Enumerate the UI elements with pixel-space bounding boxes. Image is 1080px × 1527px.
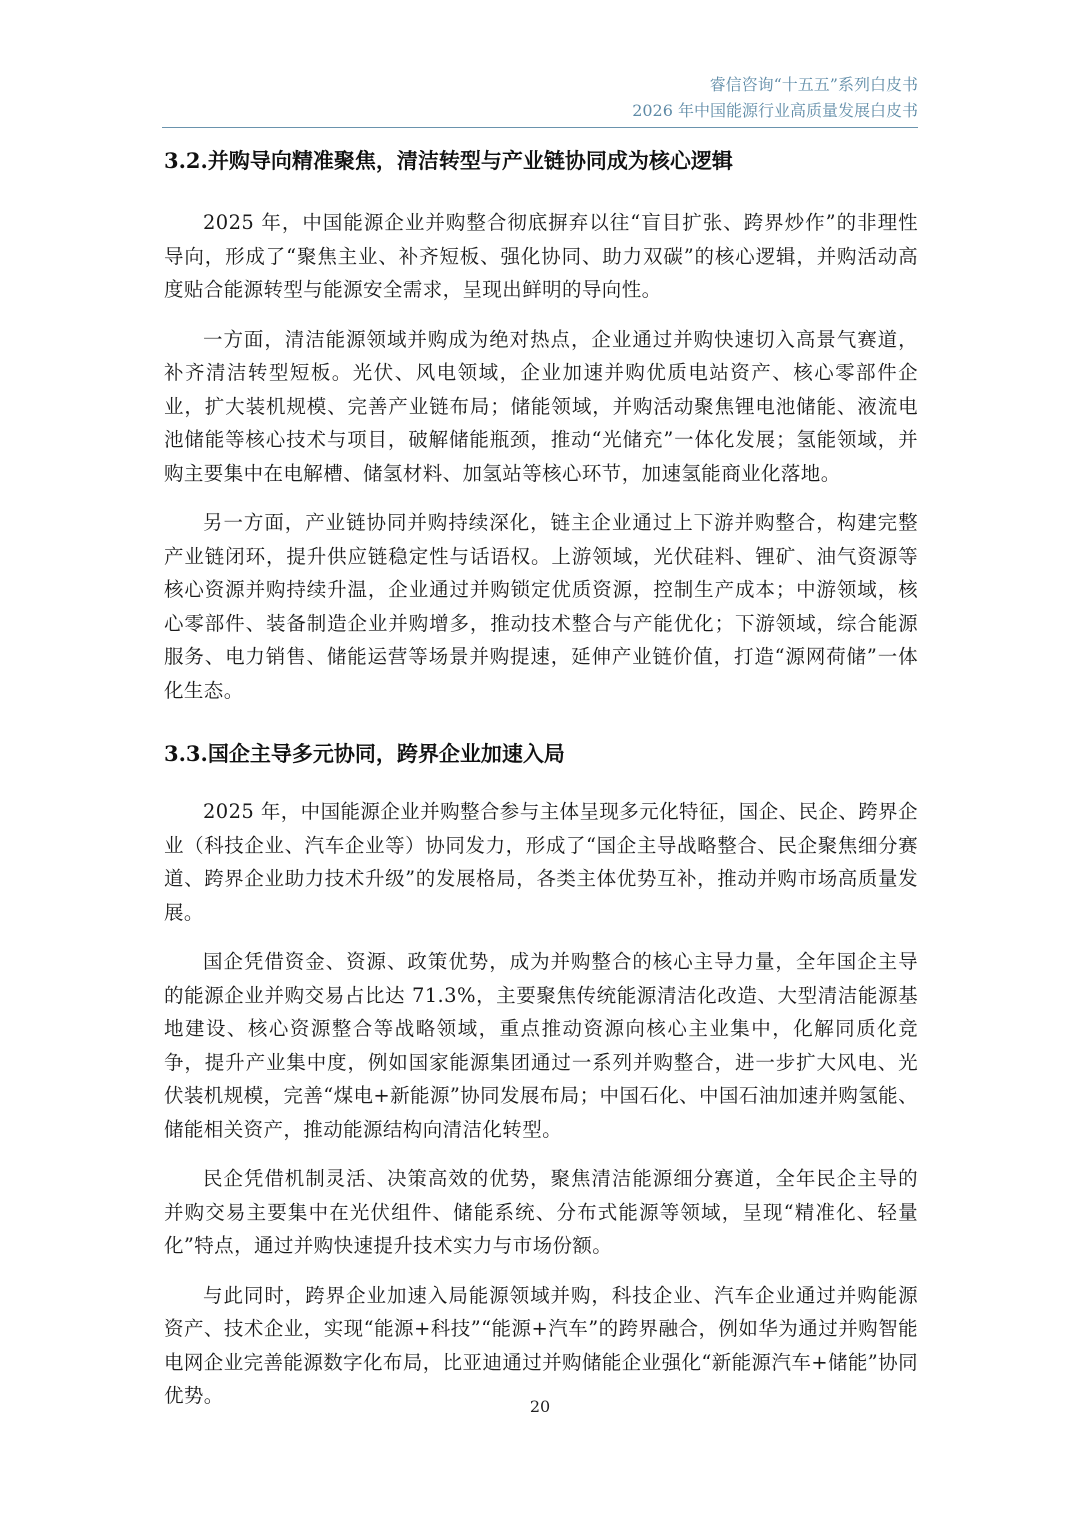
header-divider — [162, 127, 918, 128]
paragraph: 另一方面，产业链协同并购持续深化，链主企业通过上下游并购整合，构建完整产业链闭环，提升供应链稳定性与话语权。上游领域，光伏硅料、锂矿、油气资源等核心资源并购持续升温，企业通过并购锁定优质资源，控制生产成本；中游领域，核心零部件、装备制造企业并购增多，推动技术整合与产能优化；下游领域，综合能源服务、电力销售、储能运营等场景并购提速，延伸产业链价值，打造“源网荷储”一体化生态。 — [164, 511, 918, 702]
header-series-title: 睿信咨询“十五五”系列白皮书 — [709, 75, 918, 94]
page-body — [164, 140, 918, 1413]
page-number: 20 — [529, 1397, 551, 1416]
running-header — [632, 72, 918, 124]
section-heading-3-3: 3.3.国企主导多元协同，跨界企业加速入局 — [164, 741, 565, 766]
paragraph: 2025 年，中国能源企业并购整合参与主体呈现多元化特征，国企、民企、跨界企业（科技企业、汽车企业等）协同发力，形成了“国企主导战略整合、民企聚焦细分赛道、跨界企业助力技术升级”的发展格局，各类主体优势互补，推动并购市场高质量发展。 — [164, 800, 918, 924]
paragraph: 2025 年，中国能源企业并购整合彻底摒弃以往“盲目扩张、跨界炒作”的非理性导向，形成了“聚焦主业、补齐短板、强化协同、助力双碳”的核心逻辑，并购活动高度贴合能源转型与能源安全需求，呈现出鲜明的导向性。 — [164, 211, 918, 301]
paragraph: 一方面，清洁能源领域并购成为绝对热点，企业通过并购快速切入高景气赛道，补齐清洁转型短板。光伏、风电领域，企业加速并购优质电站资产、核心零部件企业，扩大装机规模、完善产业链布局；储能领域，并购活动聚焦锂电池储能、液流电池储能等核心技术与项目，破解储能瓶颈，推动“光储充”一体化发展；氢能领域，并购主要集中在电解槽、储氢材料、加氢站等核心环节，加速氢能商业化落地。 — [164, 327, 918, 485]
section-heading-3-2: 3.2.并购导向精准聚焦，清洁转型与产业链协同成为核心逻辑 — [164, 148, 733, 173]
paragraph: 民企凭借机制灵活、决策高效的优势，聚焦清洁能源细分赛道，全年民企主导的并购交易主要集中在光伏组件、储能系统、分布式能源等领域，呈现“精准化、轻量化”特点，通过并购快速提升技术实力与市场份额。 — [164, 1167, 918, 1257]
header-report-title: 2026 年中国能源行业高质量发展白皮书 — [632, 101, 918, 120]
paragraph: 与此同时，跨界企业加速入局能源领域并购，科技企业、汽车企业通过并购能源资产、技术企业，实现“能源+科技”“能源+汽车”的跨界融合，例如华为通过并购智能电网企业完善能源数字化布局，比亚迪通过并购储能企业强化“新能源汽车+储能”协同优势。 — [164, 1283, 918, 1407]
paragraph: 国企凭借资金、资源、政策优势，成为并购整合的核心主导力量，全年国企主导的能源企业并购交易占比达 71.3%，主要聚焦传统能源清洁化改造、大型清洁能源基地建设、核心资源整合等战略领域，重点推动资源向核心主业集中，化解同质化竞争，提升产业集中度，例如国家能源集团通过一系列并购整合，进一步扩大风电、光伏装机规模，完善“煤电+新能源”协同发展布局；中国石化、中国石油加速并购氢能、储能相关资产，推动能源结构向清洁化转型。 — [164, 950, 918, 1141]
